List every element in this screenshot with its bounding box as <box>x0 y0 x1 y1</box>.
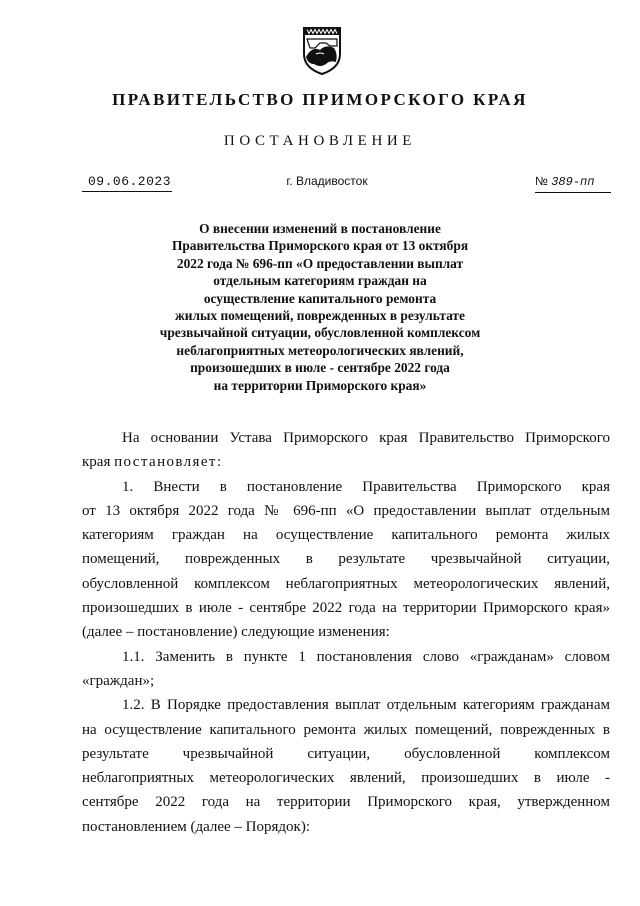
paragraph-1-line: категориям граждан на осуществление капитального ремонта жилых <box>82 527 610 544</box>
preamble-line: На основании Устава Приморского края Правительство Приморского <box>122 430 610 446</box>
subject-line: неблагоприятных метеорологических явлений, <box>176 342 464 358</box>
document-number <box>535 174 611 193</box>
paragraph-1-line: от 13 октября 2022 года № 696-пп «О предоставлении выплат отдельным <box>82 502 610 519</box>
document-subject <box>100 220 540 394</box>
document-date: 09.06.2023 <box>82 174 172 192</box>
paragraph-1-1-line: 1.1. Заменить в пункте 1 постановления слово «гражданам» словом <box>122 648 610 665</box>
decree-word: постановляет: <box>114 454 223 471</box>
subject-line: осуществление капитального ремонта <box>203 290 437 306</box>
paragraph-1-line: 1. Внести в постановление Правительства Приморского края <box>122 478 610 495</box>
subject-line: Правительства Приморского края от 13 октября <box>171 238 469 254</box>
preamble-text: края <box>82 454 115 471</box>
preamble-line <box>82 450 610 474</box>
subject-line: на территории Приморского края» <box>213 377 427 393</box>
paragraph-1-2-line: на осуществление капитального ремонта жилых помещений, поврежденных в <box>82 721 610 738</box>
number-prefix: № <box>535 174 548 188</box>
subject-line: О внесении изменений в постановление <box>199 221 441 236</box>
paragraph-1-2-line: результате чрезвычайной ситуации, обусловленной комплексом <box>82 745 610 762</box>
coat-of-arms-emblem <box>300 24 344 76</box>
subject-line: жилых помещений, поврежденных в результате <box>175 308 465 324</box>
subject-line: произошедших в июле - сентябре 2022 года <box>190 360 450 376</box>
paragraph-1-2-line: сентябре 2022 года на территории Приморского края, утвержденном <box>82 794 610 811</box>
paragraph-1-2-line: 1.2. В Порядке предоставления выплат отдельным категориям гражданам <box>122 697 610 714</box>
paragraph-1-line: (далее – постановление) следующие изменения: <box>82 624 390 641</box>
subject-line: 2022 года № 696-пп «О предоставлении выплат <box>176 255 464 271</box>
paragraph-1-2-line: неблагоприятных метеорологических явлений, произошедших в июле - <box>82 770 610 787</box>
document-city: г. Владивосток <box>286 174 368 188</box>
document-type: ПОСТАНОВЛЕНИЕ <box>223 133 417 149</box>
paragraph-1-2-line: постановлением (далее – Порядок): <box>82 818 310 835</box>
subject-line: чрезвычайной ситуации, обусловленной комплексом <box>159 325 481 341</box>
subject-line: отдельным категориям граждан на <box>213 273 427 289</box>
paragraph-1-1-line: «граждан»; <box>82 672 155 689</box>
paragraph-1-line: обусловленной комплексом неблагоприятных метеорологических явлений, <box>82 575 610 592</box>
paragraph-1-line: произошедших в июле - сентябре 2022 года на территории Приморского края» <box>82 600 610 617</box>
number-value: 389-пп <box>551 175 595 189</box>
organization-title: ПРАВИТЕЛЬСТВО ПРИМОРСКОГО КРАЯ <box>112 90 528 109</box>
paragraph-1-line: помещений, поврежденных в результате чрезвычайной ситуации, <box>82 551 610 568</box>
document-body <box>82 426 610 839</box>
